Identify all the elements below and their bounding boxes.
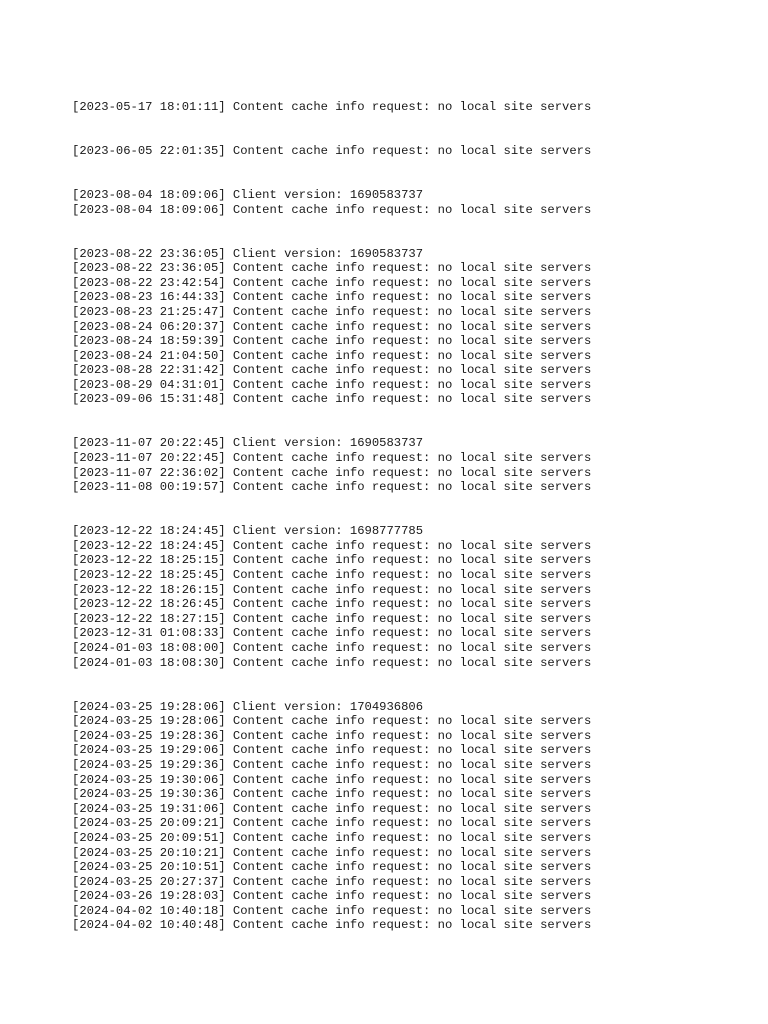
log-group [72,436,591,494]
log-line: [2024-03-25 19:30:36] Content cache info request: no local site servers [72,787,592,802]
log-line: [2024-03-26 19:28:03] Content cache info request: no local site servers [72,889,592,904]
log-line: [2023-11-07 20:22:45] Content cache info request: no local site servers [72,451,592,466]
log-line: [2024-01-03 18:08:00] Content cache info request: no local site servers [72,640,592,655]
log-group [72,188,591,217]
log-line: [2023-11-07 20:22:45] Client version: 1690583737 [72,436,424,451]
log-line: [2024-03-25 20:10:51] Content cache info request: no local site servers [72,860,592,875]
log-group [72,524,591,670]
log-group [72,700,591,934]
log-output [72,100,591,933]
log-line: [2023-12-22 18:25:45] Content cache info request: no local site servers [72,568,592,583]
log-line: [2023-08-24 06:20:37] Content cache info request: no local site servers [72,319,592,334]
log-line: [2023-08-24 21:04:50] Content cache info request: no local site servers [72,348,592,363]
log-line: [2023-12-22 18:24:45] Content cache info request: no local site servers [72,538,592,553]
log-line: [2023-05-17 18:01:11] Content cache info request: no local site servers [72,100,592,114]
log-line: [2024-03-25 19:29:06] Content cache info request: no local site servers [72,743,592,758]
log-group [72,144,591,159]
log-line: [2024-01-03 18:08:30] Content cache info request: no local site servers [72,655,592,670]
log-line: [2023-08-23 21:25:47] Content cache info request: no local site servers [72,304,592,319]
log-line: [2023-11-07 22:36:02] Content cache info request: no local site servers [72,465,592,480]
log-line: [2024-03-25 19:31:06] Content cache info request: no local site servers [72,801,592,816]
log-line: [2023-08-04 18:09:06] Client version: 1690583737 [72,187,424,202]
log-line: [2023-08-22 23:36:05] Client version: 1690583737 [72,246,424,261]
log-group-spacer [72,217,591,246]
log-group [72,100,591,115]
log-line: [2024-03-25 19:28:06] Content cache info request: no local site servers [72,714,592,729]
log-line: [2023-12-22 18:26:15] Content cache info request: no local site servers [72,582,592,597]
log-group-spacer [72,670,591,699]
log-line: [2024-03-25 20:27:37] Content cache info request: no local site servers [72,874,592,889]
log-line: [2024-04-02 10:40:18] Content cache info request: no local site servers [72,903,592,918]
log-line: [2023-08-28 22:31:42] Content cache info request: no local site servers [72,363,592,378]
log-line: [2023-08-22 23:42:54] Content cache info request: no local site servers [72,275,592,290]
log-line: [2024-03-25 19:29:36] Content cache info request: no local site servers [72,757,592,772]
log-line: [2023-06-05 22:01:35] Content cache info request: no local site servers [72,143,592,158]
log-group-spacer [72,115,591,144]
log-line: [2024-03-25 20:09:51] Content cache info request: no local site servers [72,830,592,845]
log-group-spacer [72,407,591,436]
log-line: [2023-12-22 18:27:15] Content cache info request: no local site servers [72,611,592,626]
log-line: [2023-11-08 00:19:57] Content cache info request: no local site servers [72,480,592,495]
log-line: [2023-12-31 01:08:33] Content cache info request: no local site servers [72,626,592,641]
log-line: [2023-08-29 04:31:01] Content cache info request: no local site servers [72,377,592,392]
log-line: [2024-03-25 19:28:06] Client version: 1704936806 [72,699,424,714]
log-line: [2023-08-04 18:09:06] Content cache info request: no local site servers [72,202,592,217]
log-line: [2023-08-24 18:59:39] Content cache info request: no local site servers [72,334,592,349]
log-line: [2023-09-06 15:31:48] Content cache info request: no local site servers [72,392,592,407]
log-line: [2024-03-25 20:10:21] Content cache info request: no local site servers [72,845,592,860]
log-line: [2024-03-25 19:30:06] Content cache info request: no local site servers [72,772,592,787]
log-line: [2024-03-25 20:09:21] Content cache info request: no local site servers [72,816,592,831]
log-line: [2023-12-22 18:25:15] Content cache info request: no local site servers [72,553,592,568]
log-line: [2023-08-22 23:36:05] Content cache info request: no local site servers [72,261,592,276]
log-group-spacer [72,495,591,524]
log-line: [2023-12-22 18:26:45] Content cache info request: no local site servers [72,597,592,612]
log-group-spacer [72,159,591,188]
log-line: [2024-04-02 10:40:48] Content cache info request: no local site servers [72,918,592,933]
log-group [72,247,591,408]
log-line: [2024-03-25 19:28:36] Content cache info request: no local site servers [72,728,592,743]
log-line: [2023-12-22 18:24:45] Client version: 1698777785 [72,524,424,539]
log-line: [2023-08-23 16:44:33] Content cache info request: no local site servers [72,290,592,305]
